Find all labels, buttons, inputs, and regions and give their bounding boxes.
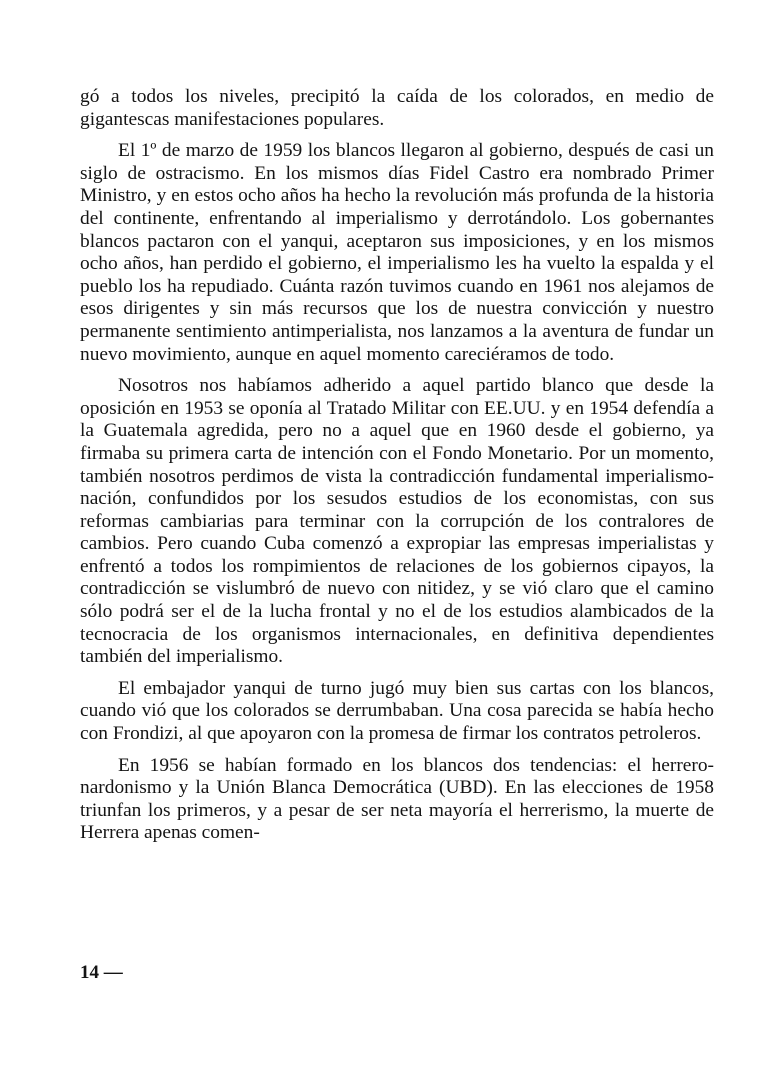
paragraph-continuation: gó a todos los niveles, precipitó la caída de los colorados, en medio de gigantescas manifestaciones populares. (80, 86, 714, 130)
paragraph: En 1956 se habían formado en los blancos dos tendencias: el herrero-nardonismo y la Unión Blanca Democrática (UBD). En las elecciones de 1958 triunfan los primeros, y a pesar de ser neta mayoría el herrerismo, la muerte de Herrera apenas comen- (80, 754, 714, 844)
page-body (80, 86, 714, 845)
page-number: 14 — (80, 962, 123, 983)
paragraph: Nosotros nos habíamos adherido a aquel partido blanco que desde la oposición en 1953 se oponía al Tratado Militar con EE.UU. y en 1954 defendía a la Guatemala agredida, pero no a aquel que en 1960 desde el gobierno, ya firmaba su primera carta de intención con el Fondo Monetario. Por un momento, también nosotros perdimos de vista la contradicción fundamental imperialismo-nación, confundidos por los sesudos estudios de los economistas, con sus reformas cambiarias para terminar con la corrupción de los contralores de cambios. Pero cuando Cuba comenzó a expropiar las empresas imperialistas y enfrentó a todos los rompimientos de relaciones de los gobiernos cipayos, la contradicción se vislumbró de nuevo con nitidez, y se vió claro que el camino sólo podrá ser el de la lucha frontal y no el de los estudios alambicados de la tecnocracia de los organismos internacionales, en definitiva dependientes también del imperialismo. (80, 375, 714, 668)
paragraph: El 1º de marzo de 1959 los blancos llegaron al gobierno, después de casi un siglo de ostracismo. En los mismos días Fidel Castro era nombrado Primer Ministro, y en estos ocho años ha hecho la revolución más profunda de la historia del continente, enfrentando al imperialismo y derrotándolo. Los gobernantes blancos pactaron con el yanqui, aceptaron sus imposiciones, y en los mismos ocho años, han perdido el gobierno, el imperialismo les ha vuelto la espalda y el pueblo los ha repudiado. Cuánta razón tuvimos cuando en 1961 nos alejamos de esos dirigentes y sin más recursos que los de nuestra convicción y nuestro permanente sentimiento antimperialista, nos lanzamos a la aventura de fundar un nuevo movimiento, aunque en aquel momento careciéramos de todo. (80, 140, 714, 365)
paragraph: El embajador yanqui de turno jugó muy bien sus cartas con los blancos, cuando vió que los colorados se derrumbaban. Una cosa parecida se había hecho con Frondizi, al que apoyaron con la promesa de firmar los contratos petroleros. (80, 677, 714, 745)
